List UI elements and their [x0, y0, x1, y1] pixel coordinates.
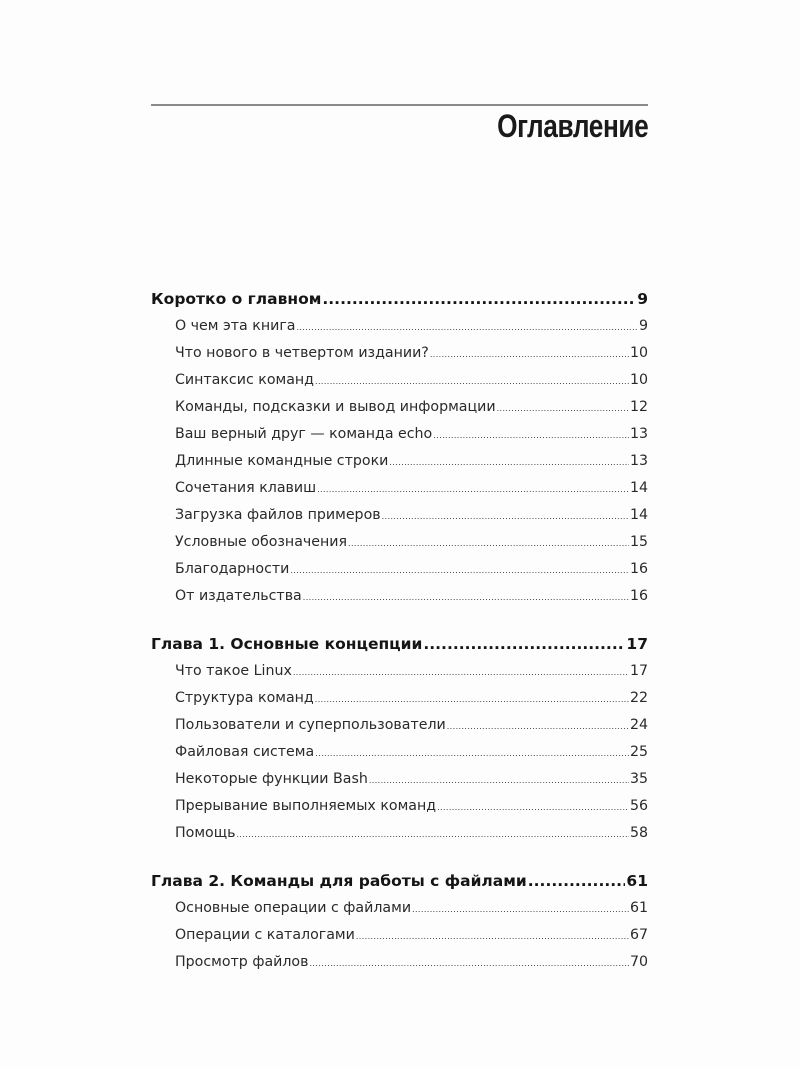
toc-section-chapter-2 — [151, 867, 648, 976]
dot-leader — [369, 767, 629, 794]
toc-entry[interactable] — [151, 583, 648, 610]
toc-entry[interactable] — [151, 658, 648, 685]
dot-leader — [433, 422, 629, 449]
toc-entry[interactable] — [151, 502, 648, 529]
page-title: Оглавление — [496, 108, 648, 144]
toc-entry[interactable] — [151, 556, 648, 583]
dot-leader — [430, 341, 629, 368]
header-rule — [151, 104, 648, 106]
dot-leader — [303, 584, 629, 611]
toc-entry[interactable] — [151, 820, 648, 847]
toc-page-number: 56 — [629, 798, 648, 814]
toc-page-number: 15 — [629, 534, 648, 550]
toc-entry[interactable] — [151, 421, 648, 448]
dot-leader — [437, 794, 629, 821]
dot-leader — [348, 530, 629, 557]
toc-entry-title: О чем эта книга — [175, 318, 296, 334]
toc-page-number: 70 — [629, 954, 648, 970]
toc-chapter-title: Коротко о главном — [151, 290, 322, 308]
toc-chapter-entry[interactable] — [151, 630, 648, 658]
dot-leader — [528, 867, 626, 895]
toc-entry[interactable] — [151, 922, 648, 949]
dot-leader — [382, 503, 629, 530]
toc-page-number: 22 — [629, 690, 648, 706]
toc-page-number: 35 — [629, 771, 648, 787]
toc-page-number: 25 — [629, 744, 648, 760]
dot-leader — [447, 713, 629, 740]
toc-entry[interactable] — [151, 529, 648, 556]
toc-page-number: 14 — [629, 507, 648, 523]
toc-entry-title: Что такое Linux — [175, 663, 292, 679]
toc-entry[interactable] — [151, 739, 648, 766]
dot-leader — [290, 557, 629, 584]
toc-entry-title: Просмотр файлов — [175, 954, 309, 970]
toc-page-number: 58 — [629, 825, 648, 841]
toc-entry[interactable] — [151, 448, 648, 475]
toc-entry-title: Ваш верный друг — команда echo — [175, 426, 433, 442]
toc-entry[interactable] — [151, 793, 648, 820]
dot-leader — [423, 630, 625, 658]
toc-entry-title: От издательства — [175, 588, 302, 604]
toc-page-number: 24 — [629, 717, 648, 733]
toc-entry-title: Пользователи и суперпользователи — [175, 717, 446, 733]
dot-leader — [497, 395, 629, 422]
toc-page-number: 9 — [638, 318, 648, 334]
toc-entry-title: Длинные командные строки — [175, 453, 389, 469]
toc-section-intro — [151, 285, 648, 610]
toc-chapter-title: Глава 2. Команды для работы с файлами — [151, 872, 527, 890]
toc-entry-title: Сочетания клавиш — [175, 480, 317, 496]
toc-entry-title: Прерывание выполняемых команд — [175, 798, 437, 814]
toc-entry[interactable] — [151, 394, 648, 421]
toc-entry-title: Основные операции с файлами — [175, 900, 412, 916]
toc-chapter-entry[interactable] — [151, 285, 648, 313]
dot-leader — [296, 314, 637, 341]
dot-leader — [389, 449, 629, 476]
toc-page-number: 17 — [626, 635, 648, 653]
toc-page-number: 13 — [629, 426, 648, 442]
dot-leader — [315, 368, 629, 395]
toc-entry[interactable] — [151, 313, 648, 340]
dot-leader — [309, 950, 628, 977]
dot-leader — [317, 476, 629, 503]
toc-entry[interactable] — [151, 895, 648, 922]
toc-page-number: 14 — [629, 480, 648, 496]
toc-page-number: 9 — [637, 290, 648, 308]
toc-entry[interactable] — [151, 712, 648, 739]
toc-chapter-entry[interactable] — [151, 867, 648, 895]
dot-leader — [315, 686, 629, 713]
toc-page-number: 10 — [629, 345, 648, 361]
toc-entry-title: Операции с каталогами — [175, 927, 355, 943]
toc-entry[interactable] — [151, 340, 648, 367]
toc-entry[interactable] — [151, 367, 648, 394]
toc-chapter-title: Глава 1. Основные концепции — [151, 635, 423, 653]
toc-entry-title: Структура команд — [175, 690, 314, 706]
toc-entry-title: Синтаксис команд — [175, 372, 314, 388]
table-of-contents — [151, 285, 648, 996]
toc-entry-title: Что нового в четвертом издании? — [175, 345, 429, 361]
toc-entry-title: Некоторые функции Bash — [175, 771, 368, 787]
toc-page-number: 10 — [629, 372, 648, 388]
dot-leader — [412, 896, 629, 923]
toc-entry-title: Команды, подсказки и вывод информации — [175, 399, 496, 415]
toc-page-number: 61 — [626, 872, 648, 890]
toc-entry[interactable] — [151, 475, 648, 502]
dot-leader — [293, 659, 629, 686]
toc-page-number: 17 — [629, 663, 648, 679]
toc-entry[interactable] — [151, 949, 648, 976]
toc-entry-title: Условные обозначения — [175, 534, 348, 550]
toc-page-number: 16 — [629, 588, 648, 604]
toc-page-number: 67 — [629, 927, 648, 943]
toc-section-chapter-1 — [151, 630, 648, 847]
toc-entry-title: Загрузка файлов примеров — [175, 507, 381, 523]
toc-page-number: 16 — [629, 561, 648, 577]
dot-leader — [322, 285, 636, 313]
toc-page-number: 13 — [629, 453, 648, 469]
toc-entry-title: Благодарности — [175, 561, 290, 577]
toc-entry-title: Помощь — [175, 825, 236, 841]
dot-leader — [356, 923, 629, 950]
toc-entry[interactable] — [151, 766, 648, 793]
toc-entry-title: Файловая система — [175, 744, 315, 760]
dot-leader — [315, 740, 629, 767]
toc-page-number: 61 — [629, 900, 648, 916]
toc-page-number: 12 — [629, 399, 648, 415]
dot-leader — [236, 821, 628, 848]
toc-entry[interactable] — [151, 685, 648, 712]
